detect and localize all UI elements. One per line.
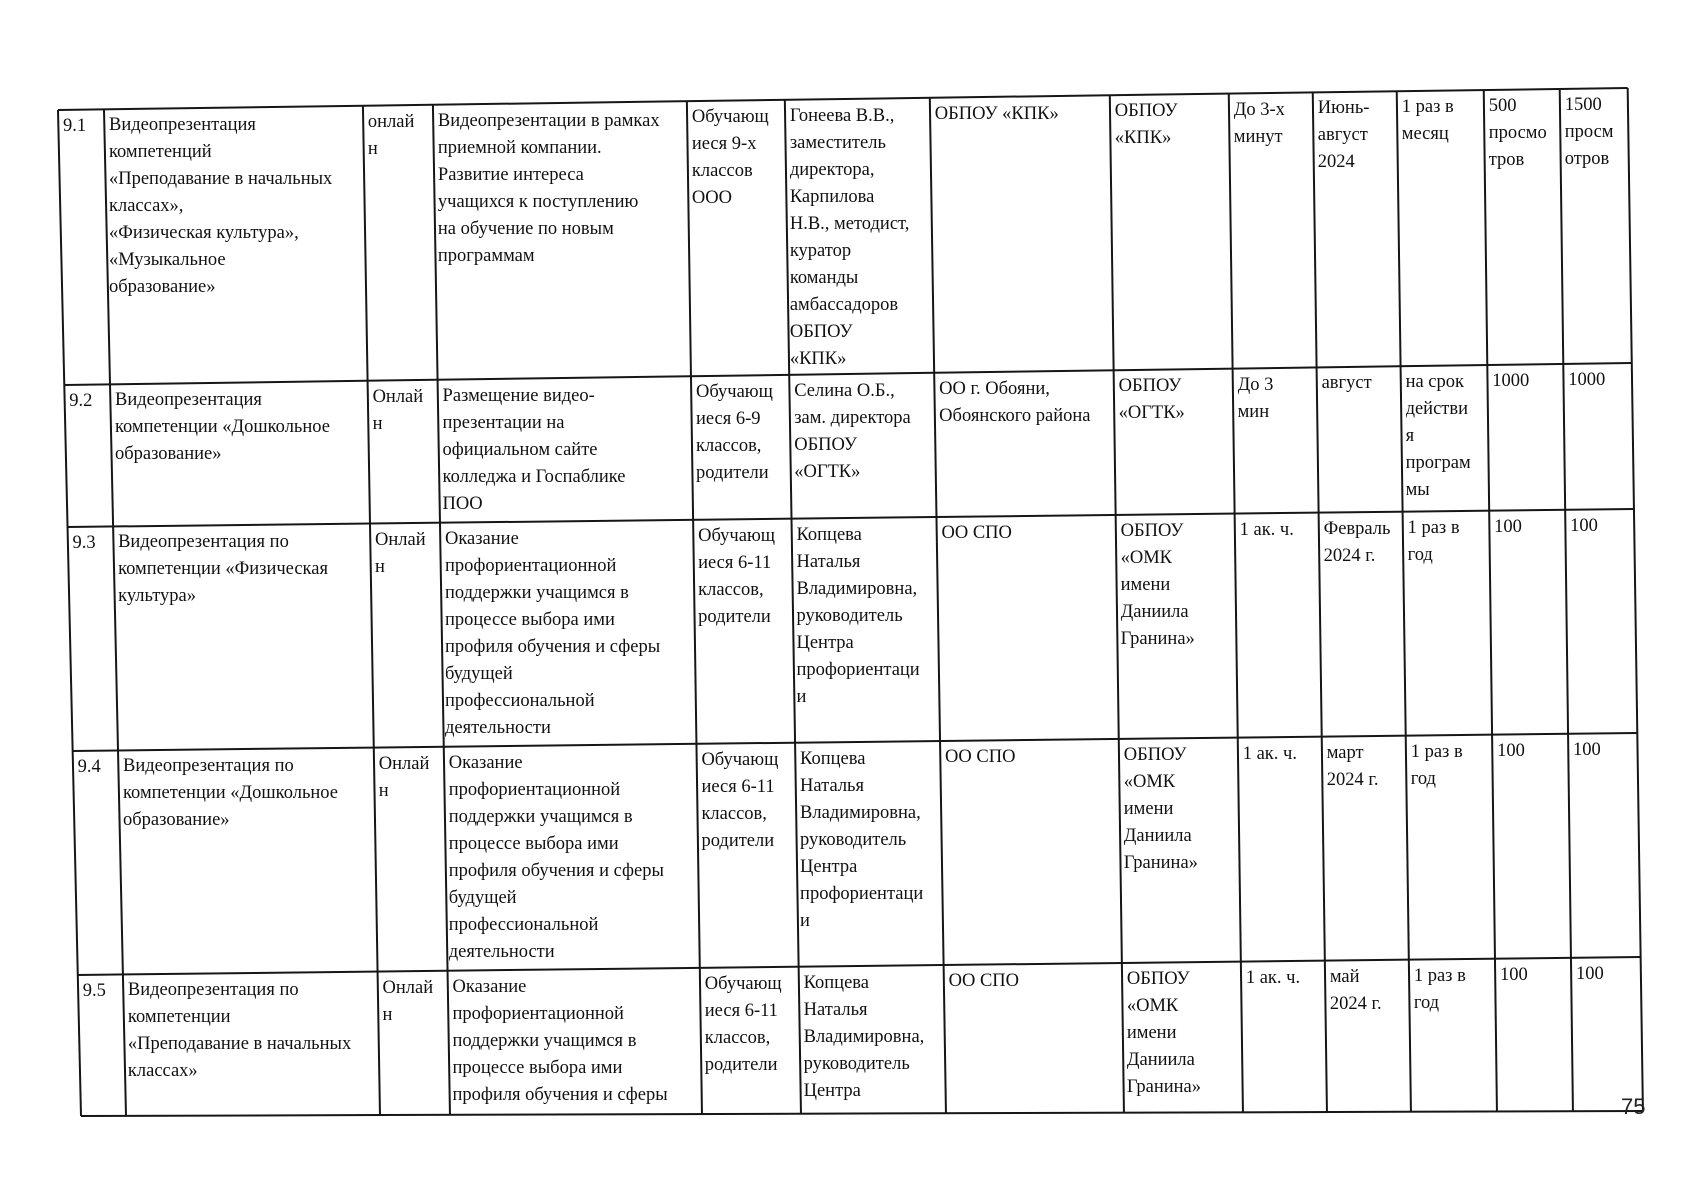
cell-format: Онлай н [382, 977, 434, 1025]
cell-partner: ОО СПО [945, 747, 1016, 767]
cell-fact: 100 [1573, 739, 1601, 760]
cell-frequency: 1 раз в год [1410, 741, 1463, 789]
cell-num: 9.3 [72, 533, 96, 553]
cell-name: Видеопрезентация компетенции «Дошкольное образование» [114, 390, 330, 465]
cell-format: Онлай н [374, 529, 426, 577]
cell-partner: ОО СПО [948, 971, 1019, 991]
cell-fact: 1000 [1568, 369, 1606, 390]
cell-plan: 100 [1499, 964, 1528, 985]
cell-frequency: на срок действи я програм мы [1405, 372, 1471, 501]
cell-audience: Обучающ иеся 6-11 классов, родители [698, 525, 776, 627]
cell-period: август [1321, 373, 1372, 394]
cell-fact: 1500 просм отров [1564, 94, 1614, 169]
cell-format: онлай н [367, 111, 415, 159]
cell-name: Видеопрезентация по компетенции «Физическая культура» [118, 532, 328, 607]
cell-name: Видеопрезентация компетенций «Преподавание в начальных классах», «Физическая культура», «Музыкальное образование» [108, 115, 333, 298]
cell-format: Онлай н [378, 753, 430, 801]
cell-period: март 2024 г. [1326, 742, 1379, 790]
cell-plan: 100 [1497, 740, 1525, 761]
cell-num: 9.4 [77, 757, 101, 777]
cell-fact: 100 [1570, 515, 1598, 536]
cell-period: май 2024 г. [1329, 966, 1382, 1014]
cell-organizer: ОБПОУ «ОМК имени Даниила Гранина» [1123, 744, 1198, 873]
cell-duration: 1 ак. ч. [1245, 967, 1301, 988]
cell-name: Видеопрезентация по компетенции «Преподавание в начальных классах» [127, 980, 352, 1082]
cell-description: Оказание профориентационной поддержки учащимся в процессе выбора ими профиля обучения и сферы [452, 976, 668, 1105]
cell-description: Видеопрезентации в рамках приемной компании. Развитие интереса учащихся к поступлению на обучение по новым программам [437, 110, 660, 266]
cell-fact: 100 [1575, 963, 1604, 984]
cell-period: Февраль 2024 г. [1323, 518, 1391, 566]
cell-audience: Обучающ иеся 6-11 классов, родители [704, 973, 782, 1075]
cell-plan: 100 [1494, 516, 1522, 537]
cell-name: Видеопрезентация по компетенции «Дошкольное образование» [123, 756, 338, 831]
cell-audience: Обучающ иеся 6-11 классов, родители [701, 749, 779, 851]
cell-frequency: 1 раз в год [1407, 517, 1460, 565]
cell-frequency: 1 раз в месяц [1401, 97, 1454, 145]
cell-responsible: Копцева Наталья Владимировна, руководитель Центра профориентаци и [800, 748, 924, 931]
cell-num: 9.2 [69, 391, 93, 411]
cell-description: Оказание профориентационной поддержки учащимся в процессе выбора ими профиля обучения и сферы будущей профессиональной деятельности [444, 528, 661, 738]
cell-organizer: ОБПОУ «ОГТК» [1118, 376, 1185, 424]
cell-period: Июнь- август 2024 [1317, 98, 1370, 173]
cell-organizer: ОБПОУ «ОМК имени Даниила Гранина» [1120, 520, 1195, 649]
cell-responsible: Гонеева В.В., заместитель директора, Карпилова Н.В., методист, куратор команды амбассадоров ОБПОУ «КПК» [789, 105, 910, 369]
cell-responsible: Селина О.Б., зам. директора ОБПОУ «ОГТК» [794, 380, 911, 482]
cell-partner: ОО г. Обояни, Обоянского района [939, 378, 1091, 426]
cell-organizer: ОБПОУ «КПК» [1114, 101, 1178, 149]
cell-audience: Обучающ иеся 6-9 классов, родители [695, 382, 773, 484]
cell-audience: Обучающ иеся 9-х классов ООО [691, 107, 769, 209]
cell-description: Размещение видео- презентации на официальном сайте колледжа и Госпаблике ПОО [442, 385, 626, 514]
page-number: 75 [1621, 1094, 1646, 1119]
cell-organizer: ОБПОУ «ОМК имени Даниила Гранина» [1126, 968, 1202, 1097]
cell-plan: 500 просмо тров [1488, 96, 1547, 171]
cell-frequency: 1 раз в год [1413, 965, 1466, 1013]
cell-responsible: Копцева Наталья Владимировна, руководитель Центра профориентаци и [796, 524, 920, 707]
cell-plan: 1000 [1492, 371, 1530, 392]
cell-duration: До 3-х минут [1233, 99, 1285, 147]
cell-partner: ОО СПО [941, 523, 1012, 543]
cell-description: Оказание профориентационной поддержки учащимся в процессе выбора ими профиля обучения и сферы будущей профессиональной деятельности [448, 752, 664, 962]
cell-responsible: Копцева Наталья Владимировна, руководитель Центра [803, 972, 925, 1101]
cell-duration: До 3 мин [1237, 374, 1274, 422]
cell-partner: ОБПОУ «КПК» [934, 103, 1059, 124]
cell-num: 9.5 [82, 981, 106, 1001]
cell-format: Онлай н [372, 386, 424, 434]
cell-duration: 1 ак. ч. [1242, 743, 1297, 764]
cell-num: 9.1 [63, 116, 87, 136]
cell-duration: 1 ак. ч. [1239, 519, 1294, 540]
